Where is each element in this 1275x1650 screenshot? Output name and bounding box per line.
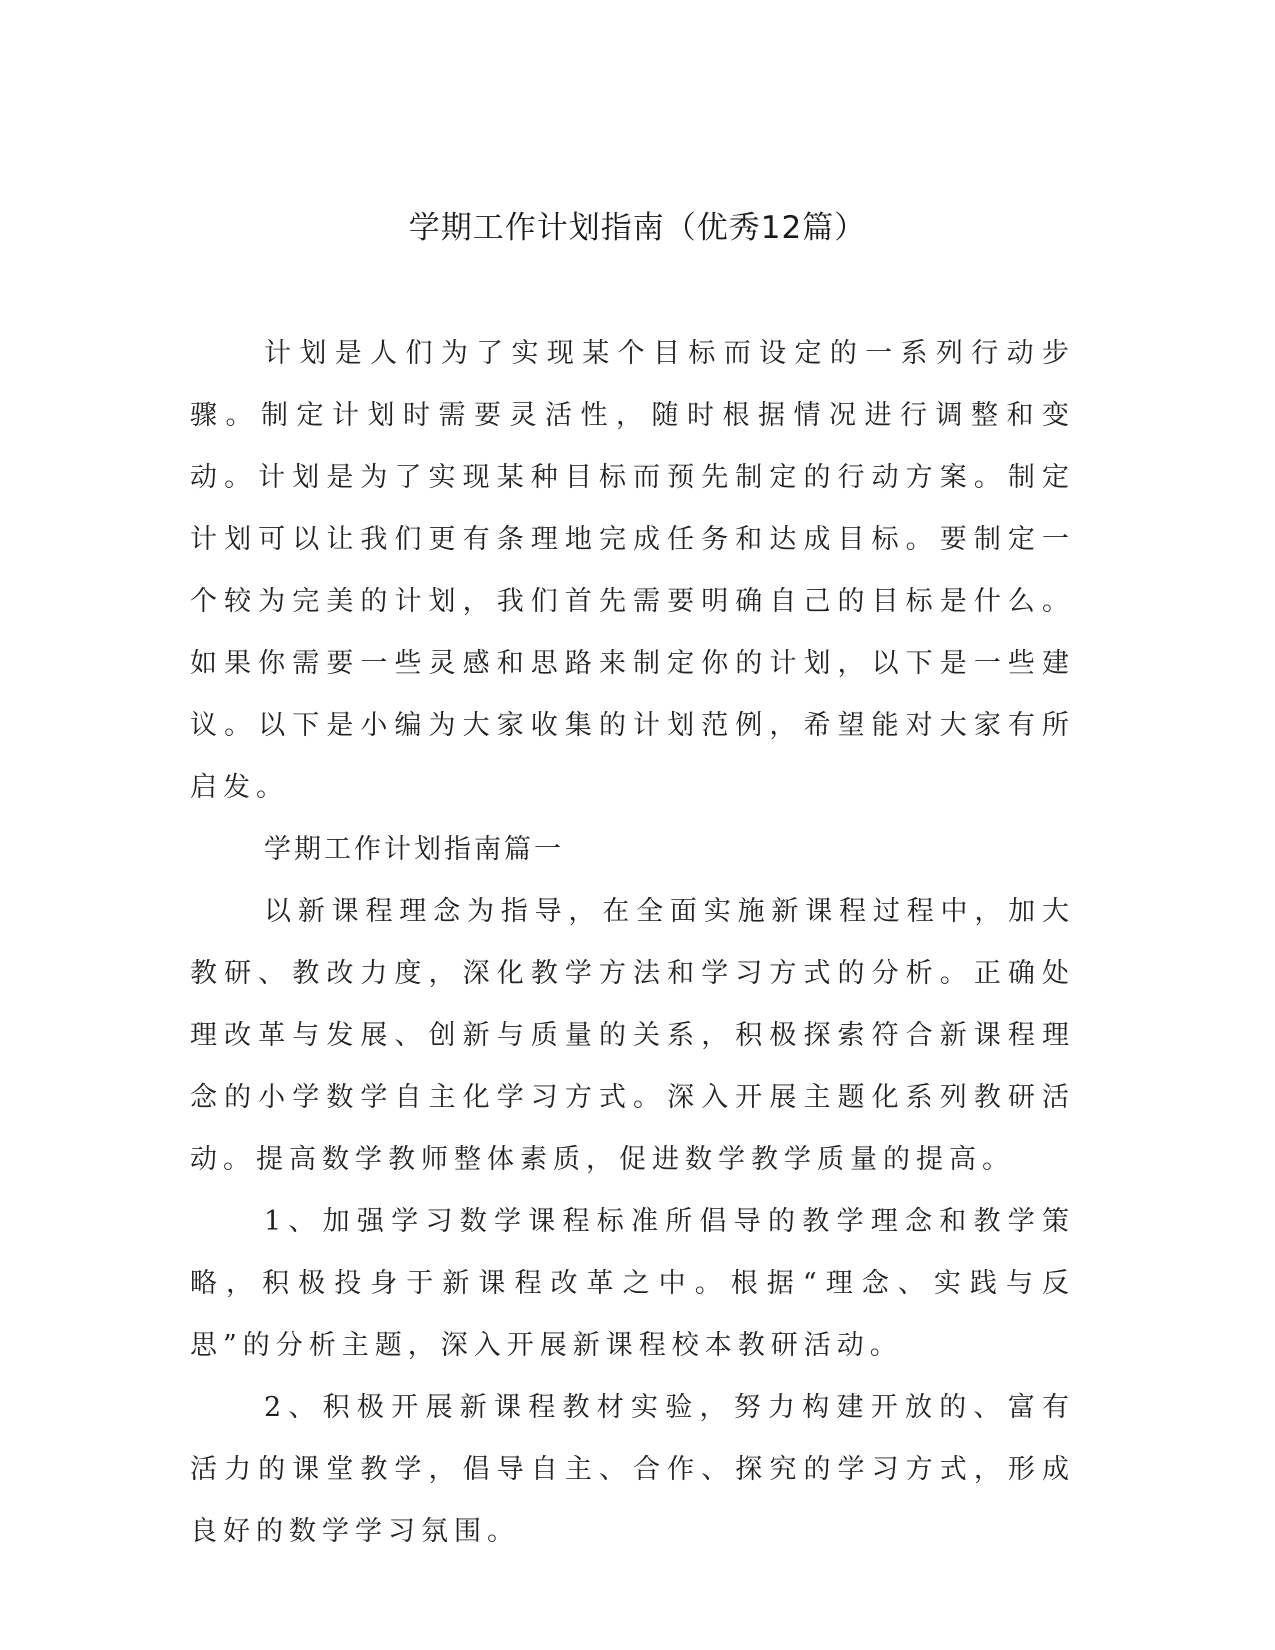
document-body: [190, 323, 1075, 1563]
list-item-2: 2、积极开展新课程教材实验，努力构建开放的、富有活力的课堂教学，倡导自主、合作、探究的学习方式，形成良好的数学学习氛围。: [190, 1392, 1075, 1547]
document-title: 学期工作计划指南（优秀12篇）: [408, 210, 867, 246]
section-paragraph: 以新课程理念为指导，在全面实施新课程过程中，加大教研、教改力度，深化教学方法和学习方式的分析。正确处理改革与发展、创新与质量的关系，积极探索符合新课程理念的小学数学自主化学习方式。深入开展主题化系列教研活动。提高数学教师整体素质，促进数学教学质量的提高。: [190, 896, 1075, 1175]
list-item-1: 1、加强学习数学课程标准所倡导的教学理念和教学策略，积极投身于新课程改革之中。根据“理念、实践与反思”的分析主题，深入开展新课程校本教研活动。: [190, 1206, 1075, 1361]
intro-paragraph: 计划是人们为了实现某个目标而设定的一系列行动步骤。制定计划时需要灵活性，随时根据情况进行调整和变动。计划是为了实现某种目标而预先制定的行动方案。制定计划可以让我们更有条理地完成任务和达成目标。要制定一个较为完美的计划，我们首先需要明确自己的目标是什么。如果你需要一些灵感和思路来制定你的计划，以下是一些建议。以下是小编为大家收集的计划范例，希望能对大家有所启发。: [190, 338, 1075, 803]
section-heading: 学期工作计划指南篇一: [264, 834, 564, 865]
